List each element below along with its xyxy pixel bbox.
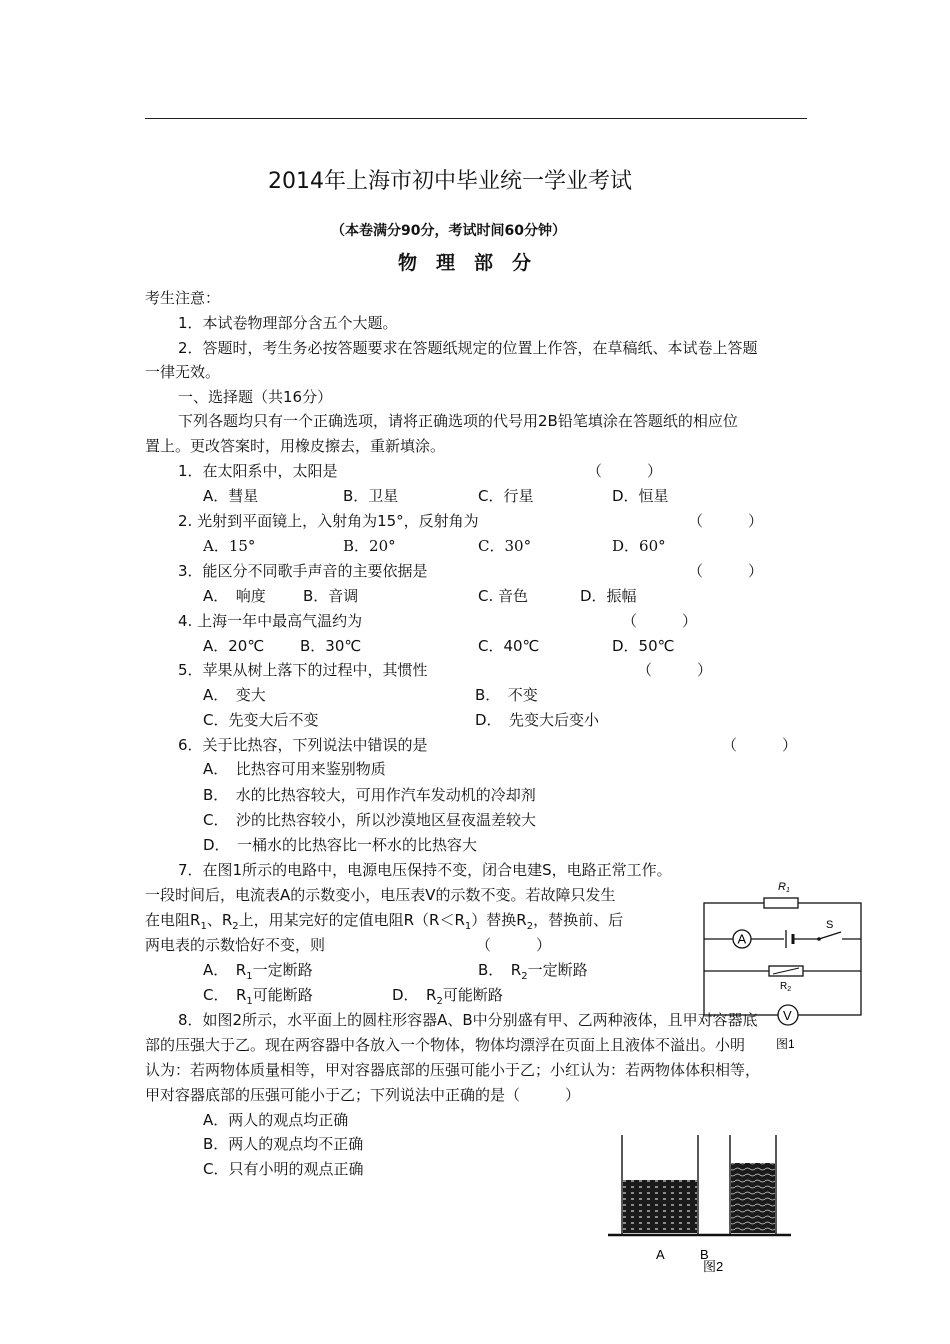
q7-option-d: D． $R_2$可能断路 — [392, 986, 503, 1007]
top-rule — [145, 118, 807, 119]
switch-label: S — [826, 919, 834, 931]
q8-option-c: C．只有小明的观点正确 — [203, 1160, 364, 1178]
voltmeter-label: V — [783, 1008, 792, 1023]
q2-option-d: D．60° — [612, 537, 666, 555]
exam-subtitle: （本卷满分90分，考试时间60分钟） — [331, 223, 566, 239]
q2-answer-paren: （ ） — [688, 512, 764, 530]
r2-label: $R_2$ — [780, 981, 792, 993]
q6-option-d: D． 一桶水的比热容比一杯水的比热容大 — [203, 836, 478, 854]
ammeter-label: A — [737, 931, 747, 947]
resistor-r1 — [764, 898, 798, 908]
q7-line-3: 在电阻$R_1$、$R_2$上，用某完好的定值电阻$R(R<R_1)$替换$R_2$，替换前、后 — [145, 911, 624, 932]
figure-2-containers — [605, 1130, 795, 1275]
container-a-label: A — [656, 1247, 665, 1262]
q1-option-a: A．彗星 — [203, 487, 259, 505]
q6-option-a: A． 比热容可用来鉴别物质 — [203, 760, 386, 778]
exam-title: 2014年上海市初中毕业统一学业考试 — [268, 169, 632, 194]
notice-item-2-cont: 一律无效。 — [145, 363, 221, 381]
q3-answer-paren: （ ） — [688, 562, 764, 580]
q7-option-c: C． $R_1$可能断路 — [203, 986, 313, 1007]
q4-option-a: A．20℃ — [203, 637, 265, 655]
liquid-b — [731, 1163, 775, 1233]
q3-option-b: B．音调 — [303, 587, 359, 605]
part1-heading: 一、选择题（共16分） — [178, 388, 333, 406]
notice-item-1: 1．本试卷物理部分含五个大题。 — [178, 314, 398, 332]
q8-line-1: 8．如图2所示，水平面上的圆柱形容器A、B中分别盛有甲、乙两种液体，且甲对容器底 — [178, 1011, 758, 1029]
q4-option-b: B．30℃ — [300, 637, 362, 655]
q3-option-d: D．振幅 — [580, 587, 637, 605]
q5-option-d: D． 先变大后变小 — [475, 711, 600, 729]
q8-line-3: 认为：若两物体质量相等，甲对容器底部的压强可能小于乙；小红认为：若两物体体积相等， — [145, 1061, 761, 1079]
q1-option-d: D．恒星 — [612, 487, 669, 505]
q7-line-1: 7．在图1所示的电路中，电源电压保持不变，闭合电建S，电路正常工作。 — [178, 861, 672, 879]
q2-option-a: A．15° — [203, 537, 256, 555]
r1-label: R1 — [778, 881, 790, 894]
q1-stem: 1．在太阳系中，太阳是 — [178, 462, 338, 480]
q5-option-a: A． 变大 — [203, 686, 266, 704]
q7-option-a: A． $R_1$一定断路 — [203, 961, 313, 982]
q1-option-b: B．卫星 — [343, 487, 399, 505]
q3-option-a: A． 响度 — [203, 587, 266, 605]
notice-item-2: 2．答题时，考生务必按答题要求在答题纸规定的位置上作答，在草稿纸、本试卷上答题 — [178, 339, 758, 357]
q6-option-c: C． 沙的比热容较小，所以沙漠地区昼夜温差较大 — [203, 811, 536, 829]
q8-option-a: A．两人的观点均正确 — [203, 1111, 349, 1129]
q4-answer-paren: （ ） — [622, 612, 698, 630]
q7-line-4: 两电表的示数恰好不变，则 — [145, 936, 326, 954]
notice-heading: 考生注意： — [145, 289, 221, 307]
container-b-label: B — [700, 1247, 709, 1262]
q6-option-b: B． 水的比热容较大，可用作汽车发动机的冷却剂 — [203, 786, 536, 804]
circuit-outline — [704, 903, 861, 1015]
q8-line-4: 甲对容器底部的压强可能小于乙；下列说法中正确的是（ ） — [145, 1086, 581, 1104]
q3-option-c: C. 音色 — [478, 587, 529, 605]
q5-stem: 5．苹果从树上落下的过程中，其惯性 — [178, 661, 428, 679]
liquid-a — [623, 1180, 697, 1233]
q7-option-b: B． $R_2$一定断路 — [478, 961, 588, 982]
q6-answer-paren: （ ） — [722, 736, 798, 754]
q4-stem: 4. 上海一年中最高气温约为 — [178, 612, 363, 630]
q2-stem: 2. 光射到平面镜上，入射角为15°，反射角为 — [178, 512, 479, 530]
q2-option-c: C．30° — [478, 537, 532, 555]
q7-line-2: 一段时间后，电流表A的示数变小，电压表V的示数不变。若故障只发生 — [145, 886, 616, 904]
section-title: 物 理 部 分 — [398, 252, 532, 274]
q2-option-b: B．20° — [343, 537, 396, 555]
q5-option-b: B． 不变 — [475, 686, 538, 704]
q3-stem: 3．能区分不同歌手声音的主要依据是 — [178, 562, 428, 580]
q7-answer-paren: （ ） — [476, 936, 552, 954]
q1-option-c: C．行星 — [478, 487, 534, 505]
q5-answer-paren: （ ） — [637, 661, 713, 679]
figure-2-caption: 图2 — [703, 1259, 724, 1274]
q5-option-c: C．先变大后不变 — [203, 711, 319, 729]
figure-1-caption: 图1 — [776, 1037, 795, 1051]
part1-intro-cont: 置上。更改答案时，用橡皮擦去，重新填涂。 — [145, 437, 446, 455]
q8-line-2: 部的压强大于乙。现在两容器中各放入一个物体，物体均漂浮在页面上且液体不溢出。小明 — [145, 1036, 746, 1054]
part1-intro: 下列各题均只有一个正确选项，请将正确选项的代号用2B铅笔填涂在答题纸的相应位 — [178, 412, 738, 430]
q6-stem: 6．关于比热容，下列说法中错误的是 — [178, 736, 428, 754]
q8-option-b: B．两人的观点均不正确 — [203, 1135, 364, 1153]
q4-option-d: D．50℃ — [612, 637, 675, 655]
q4-option-c: C．40℃ — [478, 637, 540, 655]
q1-answer-paren: （ ） — [587, 462, 663, 480]
